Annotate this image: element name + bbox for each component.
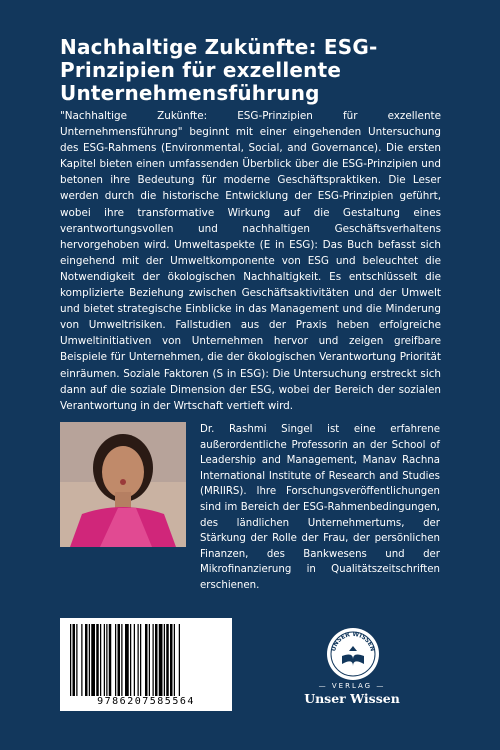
barcode-bars	[70, 624, 220, 696]
isbn-number: 9786207585564	[97, 696, 195, 707]
barcode	[60, 618, 232, 711]
author-bio: Dr. Rashmi Singel ist eine erfahrene außerordentliche Professorin an der School of Leadership and Management, Manav Rachna International Institute of Research and Studies (MRIIRS). Ihre Forschungsveröffentlichungen sind im Bereich der ESG-Rahmenbedingungen, des ländlichen Unternehmertums, der Stärkung der Rolle der Frau, der persönlichen Finanzen, des Bankwesens und der Mikrofinanzierung in Qualitätszeitschriften erschienen.	[200, 424, 440, 591]
book-title: Nachhaltige Zukünfte: ESG-Prinzipien für exzellente Unternehmensführung	[60, 35, 378, 105]
publisher-name: Unser Wissen	[304, 691, 400, 706]
author-photo	[60, 422, 186, 547]
publisher-seal-icon	[325, 626, 381, 682]
svg-text:UNSER WISSEN: UNSER WISSEN	[330, 630, 376, 653]
book-description: "Nachhaltige Zukünfte: ESG-Prinzipien für exzellente Unternehmensführung" beginnt mit einer eingehenden Untersuchung des ESG-Rahmens (Environmental, Social, and Governance). Die ersten Kapitel bieten einen umfassenden Überblick über die ESG-Prinzipien und betonen ihre Bedeutung für moderne Geschäftspraktiken. Die Leser werden durch die historische Entwicklung der ESG-Prinzipien geführt, wobei ihre transformative Wirkung auf die Gestaltung eines verantwortungsvollen und nachhaltigen Geschäftsverhaltens hervorgehoben wird. Umweltaspekte (E in ESG): Das Buch befasst sich eingehend mit der Umweltkomponente von ESG und beleuchtet die Notwendigkeit der ökologischen Nachhaltigkeit. Es entschlüsselt die komplizierte Beziehung zwischen Geschäftsaktivitäten und der Umwelt und bietet strategische Einblicke in das Management und die Minderung von Umweltrisiken. Fallstudien aus der Praxis heben erfolgreiche Umweltinitiativen von Unternehmen hervor und zeigen greifbare Beispiele für Unternehmen, die der ökologischen Verantwortung Priorität einräumen. Soziale Faktoren (S in ESG): Die Untersuchung erstreckt sich dann auf die soziale Dimension der ESG, wobei der Bereich der sozialen Verantwortung in der Wrtschaft vertieft wird.	[60, 110, 441, 412]
publisher-logo	[300, 626, 404, 706]
publisher-verlag-label: — VERLAG —	[318, 682, 386, 690]
